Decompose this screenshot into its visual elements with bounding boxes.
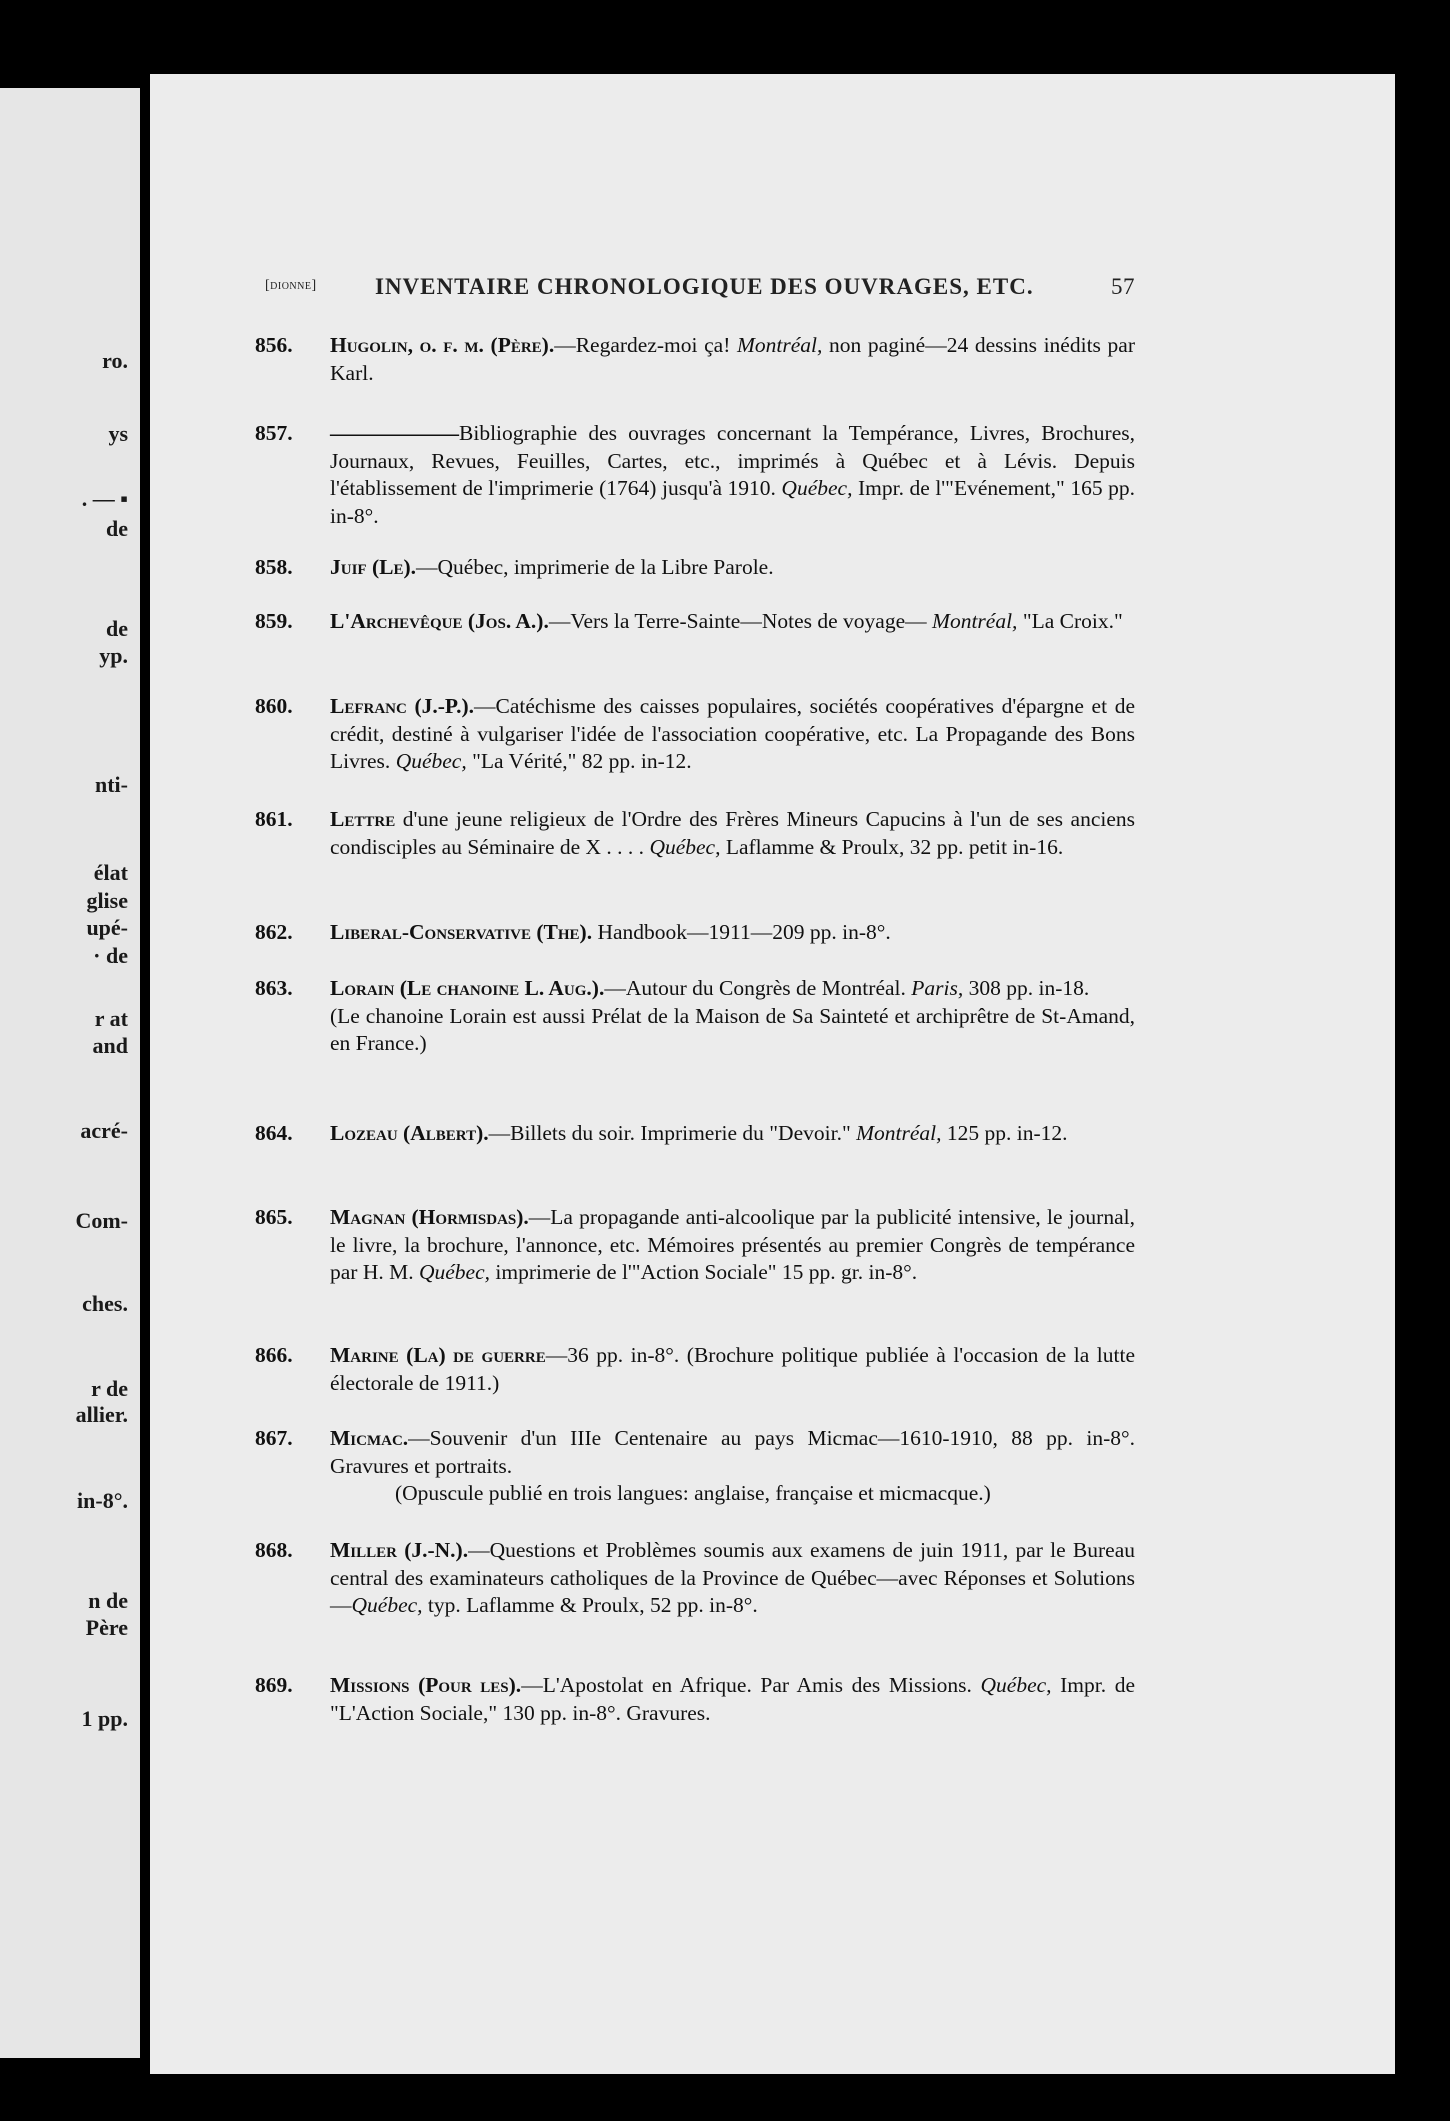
entry-868 bbox=[255, 1537, 1135, 1620]
entry-text bbox=[330, 806, 1135, 861]
left-page-fragment: élat bbox=[93, 860, 128, 885]
left-page-fragment: glise bbox=[86, 888, 128, 913]
left-page-fragment: upé- bbox=[86, 915, 128, 940]
entry-title: —Regardez-moi ça! bbox=[554, 333, 737, 357]
entry-number: 863. bbox=[255, 976, 293, 1000]
entry-number: 867. bbox=[255, 1426, 293, 1450]
entry-number: 860. bbox=[255, 694, 293, 718]
left-page-fragment: 1 pp. bbox=[81, 1706, 128, 1731]
entry-note: (Le chanoine Lorain est aussi Prélat de la Maison de Sa Sainteté et archiprêtre de St-Amand, en France.) bbox=[330, 1003, 1135, 1055]
entry-text bbox=[330, 332, 1135, 387]
entry-859 bbox=[255, 608, 1135, 636]
entry-imprint: Impr. de l'"Evénement," 165 pp. in-8°. bbox=[330, 476, 1135, 528]
left-page-fragment: n de bbox=[88, 1588, 128, 1613]
entry-title: Bibliographie des ouvrages concernant la Tempérance, Livres, Brochures, Journaux, Revues, Feuilles, Cartes, etc., imprimés à Québec et à Lévis. Depuis l'établissement de l'imprimerie (1764) jusqu'à 1910. bbox=[330, 421, 1135, 500]
left-page-fragment: nti- bbox=[95, 772, 128, 797]
entry-number: 856. bbox=[255, 333, 293, 357]
left-page-fragment: in-8°. bbox=[77, 1488, 128, 1513]
entry-author: Juif (Le). bbox=[330, 555, 416, 579]
entry-number: 865. bbox=[255, 1205, 293, 1229]
left-page-fragment: acré- bbox=[80, 1118, 128, 1143]
entry-title: —Vers la Terre-Sainte—Notes de voyage— bbox=[548, 609, 933, 633]
entry-imprint: Impr. de "L'Action Sociale," 130 pp. in-8°. Gravures. bbox=[330, 1673, 1135, 1725]
entry-number: 864. bbox=[255, 1121, 293, 1145]
left-page-fragment: r de bbox=[91, 1376, 128, 1401]
entry-856 bbox=[255, 332, 1135, 387]
entry-863 bbox=[255, 975, 1135, 1058]
entry-city: Paris, bbox=[911, 976, 964, 1000]
entry-858 bbox=[255, 554, 1135, 582]
entry-862 bbox=[255, 919, 1135, 947]
entry-note: (Opuscule publié en trois langues: anglaise, française et micmacque.) bbox=[395, 1481, 991, 1505]
entry-title: Handbook—1911—209 pp. in-8°. bbox=[592, 920, 891, 944]
entry-author: Marine (La) de guerre bbox=[330, 1343, 546, 1367]
entry-author: —————— bbox=[330, 421, 459, 445]
left-page-fragment: de bbox=[106, 516, 128, 541]
left-page-fragment: ro. bbox=[102, 348, 128, 373]
running-header bbox=[265, 274, 1135, 308]
entry-857 bbox=[255, 420, 1135, 530]
left-page-fragment: · de bbox=[93, 943, 128, 968]
entry-city: Montréal, bbox=[737, 333, 823, 357]
entry-text bbox=[330, 608, 1135, 636]
entry-city: Montréal, bbox=[856, 1121, 942, 1145]
entry-text bbox=[330, 693, 1135, 776]
entry-text bbox=[330, 919, 1135, 947]
entry-author: Lorain (Le chanoine L. Aug.). bbox=[330, 976, 605, 1000]
entry-title: —Billets du soir. Imprimerie du "Devoir." bbox=[488, 1121, 857, 1145]
entry-number: 858. bbox=[255, 555, 293, 579]
left-page-fragment: . — ▪ bbox=[81, 486, 128, 511]
entry-text bbox=[330, 1342, 1135, 1397]
entry-author: Lettre bbox=[330, 807, 396, 831]
entry-number: 869. bbox=[255, 1673, 293, 1697]
entry-imprint: "La Croix." bbox=[1017, 609, 1123, 633]
left-page-fragment: Com- bbox=[75, 1208, 128, 1233]
page-number: 57 bbox=[1111, 274, 1135, 299]
entry-number: 866. bbox=[255, 1343, 293, 1367]
entry-imprint: Laflamme & Proulx, 32 pp. petit in-16. bbox=[720, 834, 1064, 859]
entry-861 bbox=[255, 806, 1135, 861]
entry-imprint: non paginé—24 dessins inédits par Karl. bbox=[330, 333, 1135, 385]
entry-imprint: imprimerie de l'"Action Sociale" 15 pp. gr. in-8°. bbox=[490, 1260, 918, 1284]
entry-text bbox=[330, 420, 1135, 530]
entry-city: Québec, bbox=[781, 476, 853, 500]
entry-imprint: 125 pp. in-12. bbox=[941, 1121, 1068, 1145]
entry-text bbox=[330, 554, 1135, 582]
entry-title: —Catéchisme des caisses populaires, sociétés coopératives d'épargne et de crédit, destiné à vulgariser l'idée de l'association coopérative, etc. La Propagande des Bons Livres. bbox=[330, 694, 1135, 773]
left-page-fragment: and bbox=[92, 1033, 128, 1058]
entry-text bbox=[330, 975, 1135, 1003]
header-title: INVENTAIRE CHRONOLOGIQUE DES OUVRAGES, ETC. bbox=[375, 274, 1034, 299]
left-page-edge bbox=[0, 88, 140, 2058]
entry-title: d'une jeune religieux de l'Ordre des Frères Mineurs Capucins à l'un de ses anciens condisciples au Séminaire de X . . . . bbox=[330, 807, 1135, 859]
header-author-tag: [dionne] bbox=[265, 278, 317, 293]
entry-860 bbox=[255, 693, 1135, 776]
entry-imprint: "La Vérité," 82 pp. in-12. bbox=[466, 749, 692, 773]
entry-imprint: 308 pp. in-18. bbox=[963, 976, 1090, 1000]
entry-city: Québec, bbox=[351, 1593, 423, 1617]
entry-869 bbox=[255, 1672, 1135, 1727]
entry-city: Québec, bbox=[418, 1260, 491, 1284]
entry-author: Magnan (Hormisdas). bbox=[330, 1205, 529, 1229]
entry-author: Miller (J.-N.). bbox=[330, 1538, 469, 1562]
left-page-fragment: ches. bbox=[82, 1291, 128, 1316]
entry-number: 868. bbox=[255, 1538, 293, 1562]
entry-number: 859. bbox=[255, 609, 293, 633]
entry-city: Québec, bbox=[980, 1673, 1052, 1697]
entry-title: —Québec, imprimerie de la Libre Parole. bbox=[416, 555, 774, 579]
entry-author: Lefranc (J.-P.). bbox=[330, 694, 474, 718]
entry-title: —La propagande anti-alcoolique par la publicité intensive, le journal, le livre, la brochure, l'annonce, etc. Mémoires présentés au premier Congrès de tempérance par H. M. bbox=[330, 1205, 1135, 1284]
entry-author: Missions (Pour les). bbox=[330, 1673, 522, 1697]
entry-text bbox=[330, 1537, 1135, 1620]
entry-author: Hugolin, o. f. m. (Père). bbox=[330, 333, 555, 357]
entry-title: —Souvenir d'un IIIe Centenaire au pays Micmac—1610-1910, 88 pp. in-8°. Gravures et portraits. bbox=[330, 1426, 1135, 1478]
entry-author: Lozeau (Albert). bbox=[330, 1121, 489, 1145]
entry-865 bbox=[255, 1204, 1135, 1287]
left-page-fragment: r at bbox=[94, 1006, 128, 1031]
left-page-fragment: de bbox=[106, 616, 128, 641]
entry-number: 861. bbox=[255, 807, 293, 831]
entry-864 bbox=[255, 1120, 1135, 1148]
entry-title: —Questions et Problèmes soumis aux examens de juin 1911, par le Bureau central des examinateurs catholiques de la Province de Québec—avec Réponses et Solutions— bbox=[330, 1538, 1135, 1617]
left-page-fragment: Père bbox=[85, 1615, 128, 1640]
entry-text bbox=[330, 1120, 1135, 1148]
entry-title: —36 pp. in-8°. (Brochure politique publiée à l'occasion de la lutte électorale de 1911.) bbox=[330, 1343, 1136, 1395]
entry-title: —Autour du Congrès de Montréal. bbox=[604, 976, 912, 1000]
left-page-fragment: yp. bbox=[99, 643, 128, 668]
entry-title: —L'Apostolat en Afrique. Par Amis des Missions. bbox=[521, 1673, 981, 1697]
entry-author: L'Archevêque (Jos. A.). bbox=[330, 609, 549, 633]
entry-text bbox=[330, 1672, 1135, 1727]
entry-author: Liberal-Conservative (The). bbox=[330, 920, 593, 944]
entry-city: Québec, bbox=[649, 834, 721, 859]
entry-city: Montréal, bbox=[932, 609, 1018, 633]
entry-author: Micmac. bbox=[330, 1426, 409, 1450]
entry-text bbox=[330, 1204, 1135, 1287]
entry-number: 862. bbox=[255, 920, 293, 944]
entry-866 bbox=[255, 1342, 1135, 1397]
left-page-fragment: ys bbox=[108, 421, 128, 446]
entry-text bbox=[330, 1425, 1135, 1480]
entry-city: Québec, bbox=[395, 749, 467, 773]
entry-867 bbox=[255, 1425, 1135, 1508]
entry-imprint: typ. Laflamme & Proulx, 52 pp. in-8°. bbox=[422, 1593, 758, 1617]
entry-number: 857. bbox=[255, 421, 293, 445]
left-page-fragment: allier. bbox=[75, 1402, 128, 1427]
